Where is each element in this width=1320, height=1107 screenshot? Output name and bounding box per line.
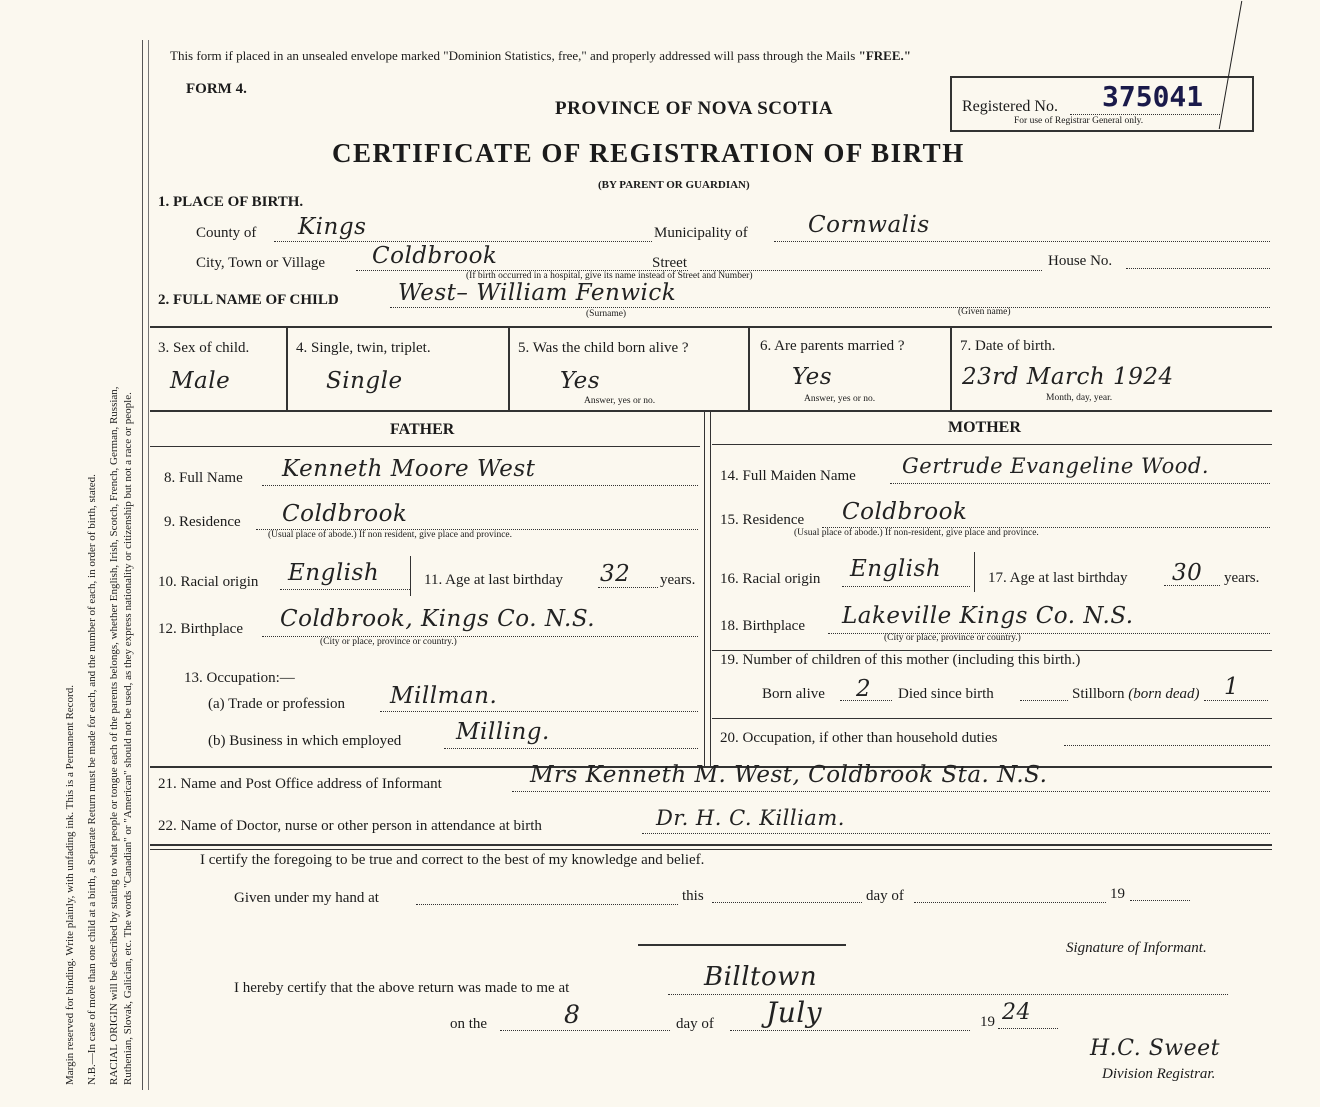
given-under-hand-label: Given under my hand at xyxy=(234,890,379,906)
born-alive-label: 5. Was the child born alive ? xyxy=(518,340,689,356)
registrar-statement: I hereby certify that the above return was made to me at xyxy=(234,980,570,996)
father-heading: FATHER xyxy=(390,421,455,438)
father-mother-divider xyxy=(704,412,705,766)
father-birthplace-note: (City or place, province or country.) xyxy=(320,637,457,647)
certify-statement: I certify the foregoing to be true and correct to the best of my knowledge and belief. xyxy=(200,852,705,868)
certify-day-label: day of xyxy=(866,888,904,904)
mother-birthplace-value: Lakeville Kings Co. N.S. xyxy=(842,603,1134,629)
place-of-birth-heading: 1. PLACE OF BIRTH. xyxy=(158,194,304,210)
margin-rule-inner xyxy=(148,40,149,1090)
father-age-value: 32 xyxy=(600,561,631,587)
mother-residence-label: 15. Residence xyxy=(720,512,805,528)
margin-note-multiple-births: N.B.—In case of more than one child at a birth, a Separate Return must be made for each, and the number of each, in order of birth, stated. xyxy=(86,474,98,1085)
certificate-subtitle: (BY PARENT OR GUARDIAN) xyxy=(598,179,750,191)
birth-date-value: 23rd March 1924 xyxy=(962,364,1174,390)
father-name-label: 8. Full Name xyxy=(164,470,243,486)
province-heading: PROVINCE OF NOVA SCOTIA xyxy=(555,98,834,119)
father-business-label: (b) Business in which employed xyxy=(208,733,402,749)
child-name-label: 2. FULL NAME OF CHILD xyxy=(158,292,339,308)
born-alive-note: Answer, yes or no. xyxy=(584,396,656,406)
margin-note-racial-origin-cont: Ruthenian, Slovak, Galician, etc. The words "Canadian" or "American" should not be used, as they express nationality or citizenship but not a race or people. xyxy=(122,392,134,1085)
father-age-label: 11. Age at last birthday xyxy=(424,572,563,588)
mother-abode-note: (Usual place of abode.) If non-resident, give place and province. xyxy=(794,528,1039,538)
birth-date-label: 7. Date of birth. xyxy=(960,338,1056,354)
father-racial-label: 10. Racial origin xyxy=(158,574,259,590)
margin-rule xyxy=(142,40,143,1090)
father-residence-value: Coldbrook xyxy=(282,501,408,527)
informant-label: 21. Name and Post Office address of Informant xyxy=(158,776,442,792)
registrar-year-suffix: 24 xyxy=(1002,1000,1031,1025)
form-number: FORM 4. xyxy=(186,81,247,97)
doctor-label: 22. Name of Doctor, nurse or other person in attendance at birth xyxy=(158,818,542,834)
parents-married-value: Yes xyxy=(792,364,833,390)
city-value: Coldbrook xyxy=(372,243,498,269)
mother-heading: MOTHER xyxy=(948,419,1021,436)
mother-birthplace-note: (City or place, province or country.) xyxy=(884,633,1021,643)
surname-note: (Surname) xyxy=(586,309,627,319)
born-alive-value: Yes xyxy=(560,368,601,394)
father-racial-value: English xyxy=(288,560,380,586)
registrar-signature: H.C. Sweet xyxy=(1090,1036,1220,1061)
registrar-month-value: July xyxy=(766,996,823,1029)
registered-box xyxy=(950,76,1254,132)
municipality-value: Cornwalis xyxy=(808,212,930,238)
certify-year-prefix: 19 xyxy=(1110,886,1125,902)
stillborn-value: 1 xyxy=(1224,674,1240,700)
birth-date-note: Month, day, year. xyxy=(1046,393,1113,403)
father-birthplace-label: 12. Birthplace xyxy=(158,621,243,637)
mother-name-value: Gertrude Evangeline Wood. xyxy=(902,454,1210,478)
child-name-value: West– William Fenwick xyxy=(398,280,677,306)
mother-residence-value: Coldbrook xyxy=(842,499,968,525)
father-trade-label: (a) Trade or profession xyxy=(208,696,346,712)
plurality-label: 4. Single, twin, triplet. xyxy=(296,340,431,356)
doctor-value: Dr. H. C. Killiam. xyxy=(656,806,845,830)
stillborn-label: Stillborn (born dead) xyxy=(1072,686,1200,702)
registrar-general-note: For use of Registrar General only. xyxy=(1014,116,1144,126)
plurality-value: Single xyxy=(326,368,403,394)
sex-label: 3. Sex of child. xyxy=(158,340,250,356)
born-alive-count-value: 2 xyxy=(856,676,872,702)
section-rule-4 xyxy=(150,844,1272,846)
mother-birthplace-label: 18. Birthplace xyxy=(720,618,805,634)
city-label: City, Town or Village xyxy=(196,255,326,271)
registrar-place-value: Billtown xyxy=(704,962,818,992)
registrar-on-the-label: on the xyxy=(450,1016,488,1032)
father-occupation-label: 13. Occupation:— xyxy=(184,670,295,686)
father-residence-label: 9. Residence xyxy=(164,514,241,530)
division-registrar-label: Division Registrar. xyxy=(1102,1066,1216,1082)
mother-racial-value: English xyxy=(850,556,942,582)
informant-signature-line xyxy=(638,944,846,946)
mother-age-label: 17. Age at last birthday xyxy=(988,570,1128,586)
father-name-value: Kenneth Moore West xyxy=(282,456,536,482)
father-age-years: years. xyxy=(660,572,696,588)
street-label: Street xyxy=(652,255,687,271)
mother-racial-label: 16. Racial origin xyxy=(720,571,821,587)
sex-value: Male xyxy=(170,368,231,394)
parents-married-note: Answer, yes or no. xyxy=(804,394,876,404)
registered-number: 375041 xyxy=(1102,80,1204,113)
section-rule-1 xyxy=(150,326,1272,328)
section-rule-2 xyxy=(150,410,1272,412)
mother-occupation-label: 20. Occupation, if other than household duties xyxy=(720,730,998,746)
certify-this-label: this xyxy=(682,888,704,904)
mother-age-years: years. xyxy=(1224,570,1260,586)
born-alive-count-label: Born alive xyxy=(762,686,825,702)
mother-age-value: 30 xyxy=(1172,560,1203,586)
father-abode-note: (Usual place of abode.) If non resident, give place and province. xyxy=(268,530,512,540)
mail-notice: This form if placed in an unsealed envelope marked "Dominion Statistics, free," and properly addressed will pass through the Mails "FREE." xyxy=(170,48,911,63)
father-trade-value: Millman. xyxy=(390,683,498,709)
mother-name-label: 14. Full Maiden Name xyxy=(720,468,856,484)
margin-note-binding: Margin reserved for binding. Write plainly, with unfading ink. This is a Permanent Record. xyxy=(64,685,76,1085)
father-birthplace-value: Coldbrook, Kings Co. N.S. xyxy=(280,606,596,632)
registered-label: Registered No. xyxy=(962,98,1058,115)
informant-value: Mrs Kenneth M. West, Coldbrook Sta. N.S. xyxy=(530,762,1048,788)
hospital-note: (If birth occurred in a hospital, give its name instead of Street and Number) xyxy=(466,271,753,281)
registrar-day-of-label: day of xyxy=(676,1016,714,1032)
died-since-birth-label: Died since birth xyxy=(898,686,994,702)
parents-married-label: 6. Are parents married ? xyxy=(760,338,905,354)
father-business-value: Milling. xyxy=(456,719,550,745)
given-name-note: (Given name) xyxy=(958,307,1011,317)
county-label: County of xyxy=(196,225,257,241)
margin-note-racial-origin: RACIAL ORIGIN will be described by stating to what people or tongue each of the parents belongs, whether English, Irish, Scotch, French, German, Russian, xyxy=(108,386,120,1085)
county-value: Kings xyxy=(298,214,367,240)
house-label: House No. xyxy=(1048,253,1113,269)
registrar-day-value: 8 xyxy=(564,1000,581,1029)
informant-signature-label: Signature of Informant. xyxy=(1066,940,1207,956)
mother-children-label: 19. Number of children of this mother (including this birth.) xyxy=(720,652,1081,668)
certificate-title: CERTIFICATE OF REGISTRATION OF BIRTH xyxy=(332,138,965,168)
municipality-label: Municipality of xyxy=(654,225,748,241)
registrar-year-prefix: 19 xyxy=(980,1014,995,1030)
